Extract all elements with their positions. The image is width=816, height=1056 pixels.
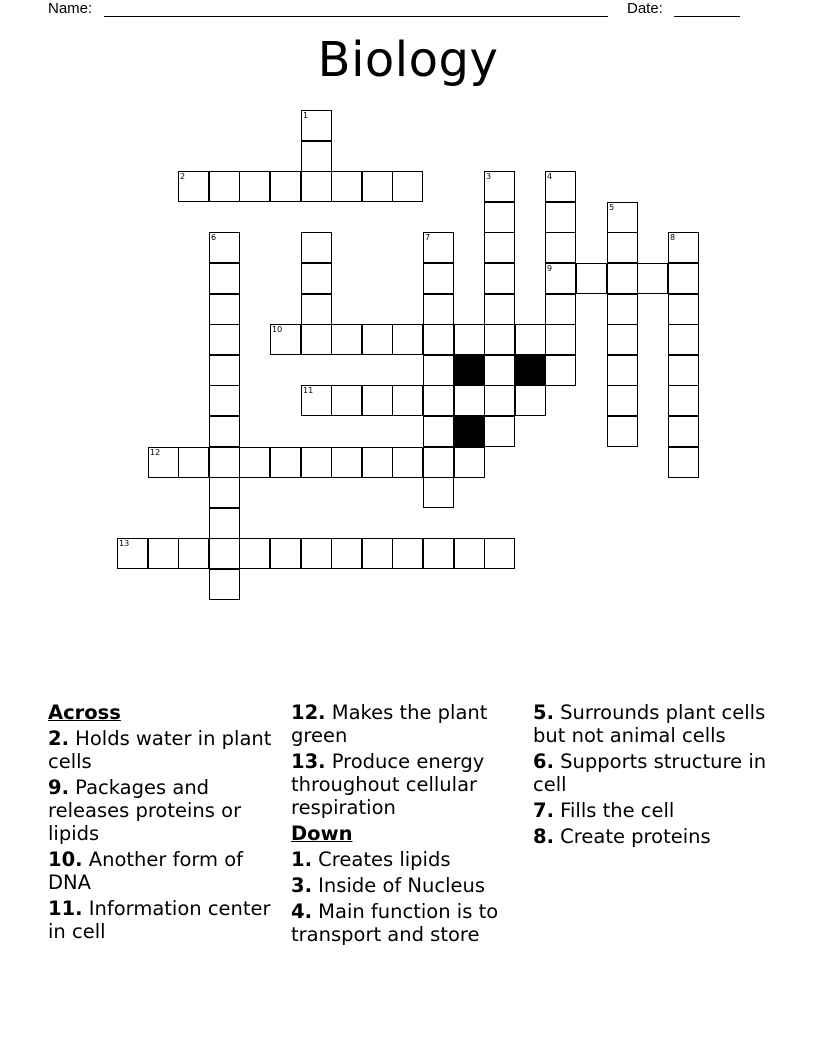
letter-square[interactable] [484,171,515,202]
clue-down-6 [533,750,773,796]
clue-number-label: 11 [303,386,314,395]
letter-square[interactable] [362,447,393,478]
letter-square[interactable] [209,416,240,447]
clue-down-4 [291,900,531,946]
black-square [454,416,485,447]
letter-square[interactable] [148,447,179,478]
letter-square[interactable] [392,324,423,355]
letter-square[interactable] [576,263,607,294]
letter-square[interactable] [454,447,485,478]
letter-square[interactable] [484,385,515,416]
clue-text: Produce energy throughout cellular respiration [291,750,485,819]
letter-square[interactable] [484,294,515,325]
letter-square[interactable] [301,385,332,416]
letter-square[interactable] [148,538,179,569]
letter-square[interactable] [209,294,240,325]
letter-square[interactable] [484,232,515,263]
letter-square[interactable] [607,324,638,355]
letter-square[interactable] [270,324,301,355]
down-heading: Down [291,822,353,845]
letter-square[interactable] [301,232,332,263]
letter-square[interactable] [423,538,454,569]
clue-number: 3. [291,874,312,897]
letter-square[interactable] [331,171,362,202]
letter-square[interactable] [484,355,515,386]
clue-number-label: 7 [425,233,431,242]
letter-square[interactable] [484,202,515,233]
clue-number: 13. [291,750,326,773]
letter-square[interactable] [331,324,362,355]
letter-square[interactable] [607,355,638,386]
letter-square[interactable] [270,447,301,478]
letter-square[interactable] [209,477,240,508]
clue-number: 5. [533,701,554,724]
clue-text: Create proteins [553,825,711,848]
clue-down-7 [533,799,773,822]
clue-number: 11. [48,897,83,920]
letter-square[interactable] [209,324,240,355]
letter-square[interactable] [607,263,638,294]
clue-down-8 [533,825,773,848]
letter-square[interactable] [362,538,393,569]
letter-square[interactable] [209,232,240,263]
clue-number-label: 3 [486,172,492,181]
clue-text: Information center in cell [48,897,271,943]
clue-text: Packages and releases proteins or lipids [48,776,242,845]
letter-square[interactable] [331,538,362,569]
letter-square[interactable] [668,416,699,447]
across-heading: Across [48,701,121,724]
letter-square[interactable] [270,171,301,202]
letter-square[interactable] [484,263,515,294]
clue-across-11 [48,897,280,943]
clue-text: Makes the plant green [291,701,488,747]
name-label: Name: [48,0,93,17]
letter-square[interactable] [423,263,454,294]
letter-square[interactable] [545,324,576,355]
letter-square[interactable] [362,324,393,355]
letter-square[interactable] [301,447,332,478]
clue-text: Creates lipids [311,848,451,871]
letter-square[interactable] [484,538,515,569]
black-square [454,355,485,386]
letter-square[interactable] [637,263,668,294]
letter-square[interactable] [423,477,454,508]
letter-square[interactable] [301,538,332,569]
clue-column-1 [48,701,280,946]
letter-square[interactable] [362,385,393,416]
letter-square[interactable] [178,171,209,202]
clue-number: 8. [533,825,554,848]
clue-number-label: 5 [609,203,615,212]
letter-square[interactable] [209,569,240,600]
letter-square[interactable] [209,538,240,569]
letter-square[interactable] [392,538,423,569]
puzzle-title: Biology [317,32,499,88]
clue-across-10 [48,848,280,894]
clue-number: 12. [291,701,326,724]
clue-text: Holds water in plant cells [48,727,272,773]
clue-number-label: 8 [670,233,676,242]
clue-number-label: 6 [211,233,217,242]
clue-number-label: 12 [150,448,161,457]
letter-square[interactable] [607,385,638,416]
letter-square[interactable] [545,232,576,263]
letter-square[interactable] [362,171,393,202]
letter-square[interactable] [301,294,332,325]
clue-down-5 [533,701,773,747]
clue-text: Another form of DNA [48,848,244,894]
letter-square[interactable] [209,171,240,202]
letter-square[interactable] [668,232,699,263]
letter-square[interactable] [117,538,148,569]
letter-square[interactable] [301,141,332,172]
letter-square[interactable] [484,416,515,447]
clue-across-2 [48,727,280,773]
letter-square[interactable] [668,294,699,325]
letter-square[interactable] [607,232,638,263]
letter-square[interactable] [423,294,454,325]
clue-number-label: 13 [119,539,130,548]
clue-text: Supports structure in cell [533,750,767,796]
clue-column-2 [291,701,531,949]
letter-square[interactable] [454,538,485,569]
letter-square[interactable] [301,324,332,355]
letter-square[interactable] [209,355,240,386]
letter-square[interactable] [209,447,240,478]
letter-square[interactable] [301,110,332,141]
clue-text: Inside of Nucleus [311,874,486,897]
letter-square[interactable] [239,171,270,202]
clue-number: 10. [48,848,83,871]
letter-square[interactable] [515,385,546,416]
letter-square[interactable] [301,171,332,202]
letter-square[interactable] [423,324,454,355]
clue-number-label: 9 [547,264,553,273]
clue-number: 7. [533,799,554,822]
letter-square[interactable] [484,324,515,355]
letter-square[interactable] [209,385,240,416]
clue-across-9 [48,776,280,845]
letter-square[interactable] [270,538,301,569]
clue-number: 2. [48,727,69,750]
clue-down-3 [291,874,531,897]
letter-square[interactable] [239,447,270,478]
black-square [515,355,546,386]
letter-square[interactable] [423,385,454,416]
clue-down-1 [291,848,531,871]
letter-square[interactable] [668,385,699,416]
letter-square[interactable] [668,324,699,355]
clue-number-label: 2 [180,172,186,181]
date-label: Date: [627,0,663,17]
letter-square[interactable] [515,324,546,355]
clue-text: Main function is to transport and store [291,900,499,946]
clue-number: 4. [291,900,312,923]
clue-number-label: 10 [272,325,283,334]
letter-square[interactable] [668,263,699,294]
letter-square[interactable] [423,416,454,447]
letter-square[interactable] [392,171,423,202]
letter-square[interactable] [209,508,240,539]
letter-square[interactable] [454,324,485,355]
letter-square[interactable] [545,355,576,386]
letter-square[interactable] [423,355,454,386]
letter-square[interactable] [545,294,576,325]
letter-square[interactable] [423,447,454,478]
letter-square[interactable] [423,232,454,263]
clue-across-13 [291,750,531,819]
clue-text: Surrounds plant cells but not animal cells [533,701,766,747]
letter-square[interactable] [668,355,699,386]
clue-across-12 [291,701,531,747]
letter-square[interactable] [668,447,699,478]
letter-square[interactable] [545,263,576,294]
letter-square[interactable] [178,447,209,478]
letter-square[interactable] [209,263,240,294]
letter-square[interactable] [607,416,638,447]
clue-column-3 [533,701,773,851]
letter-square[interactable] [392,447,423,478]
letter-square[interactable] [239,538,270,569]
clue-number-label: 4 [547,172,553,181]
letter-square[interactable] [545,171,576,202]
letter-square[interactable] [178,538,209,569]
letter-square[interactable] [331,447,362,478]
letter-square[interactable] [301,263,332,294]
clue-number: 6. [533,750,554,773]
clue-number-label: 1 [303,111,309,120]
letter-square[interactable] [392,385,423,416]
letter-square[interactable] [607,202,638,233]
clue-text: Fills the cell [553,799,675,822]
letter-square[interactable] [545,202,576,233]
letter-square[interactable] [454,385,485,416]
clue-number: 9. [48,776,69,799]
letter-square[interactable] [331,385,362,416]
clue-number: 1. [291,848,312,871]
letter-square[interactable] [607,294,638,325]
